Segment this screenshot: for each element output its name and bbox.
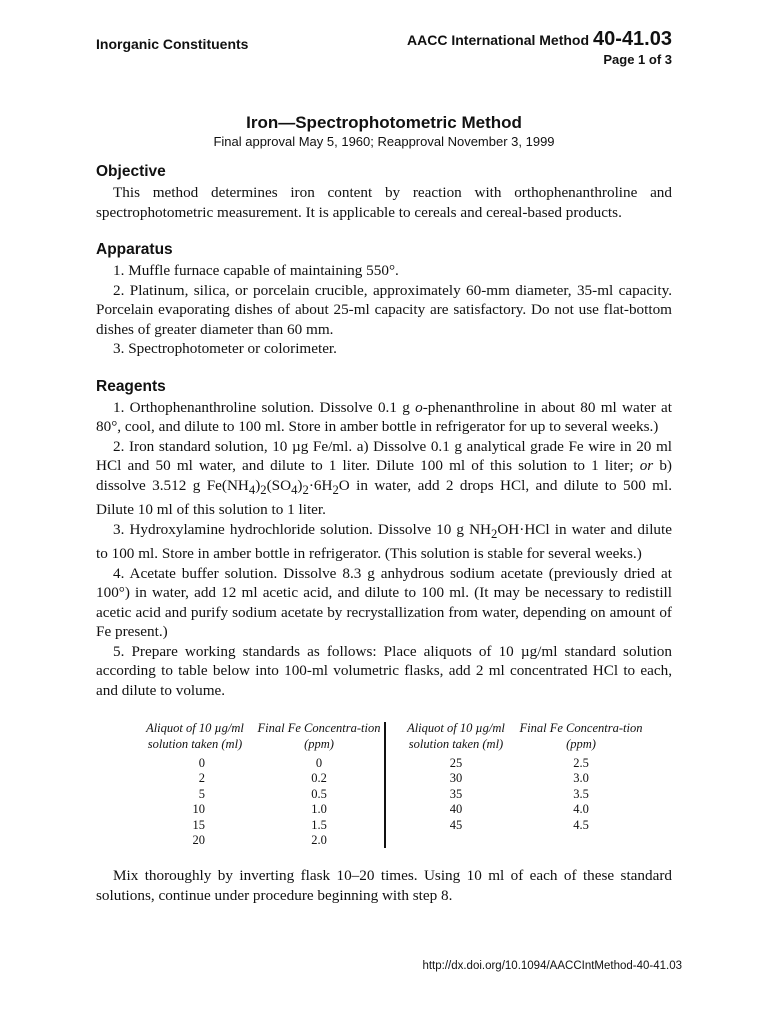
table-values xyxy=(394,756,518,833)
objective-heading: Objective xyxy=(96,163,166,180)
method-label: AACC International Method xyxy=(407,32,590,48)
header-right xyxy=(407,28,672,67)
table-cell: 5 xyxy=(198,786,205,801)
method-number: 40-41.03 xyxy=(593,28,672,50)
apparatus-heading: Apparatus xyxy=(96,241,173,258)
table-cell: 0.2 xyxy=(311,771,327,786)
apparatus-item-2: 2. Platinum, silica, or porcelain crucible, approximately 60-mm diameter, 35-ml capacity. Porcelain evaporating dishes of about 25-ml capacity are satisfactory. Do not use flat-bottom dishes of greater diameter than 60 mm. xyxy=(96,281,672,338)
reagents-heading: Reagents xyxy=(96,377,166,395)
apparatus-item-1: 1. Muffle furnace capable of maintaining 550°. xyxy=(113,262,399,279)
document-body xyxy=(96,161,672,905)
reagent-item-4: 4. Acetate buffer solution. Dissolve 8.3 g anhydrous sodium acetate (previously dried at 100°) in water, add 12 ml acetic acid, and dilute to 100 ml. (It may be necessary to redistill acetic acid and purify sodium acetate by recrystallization from water, depending on amount of Fe present.) xyxy=(96,564,672,641)
table-cell: 15 xyxy=(192,817,205,832)
table-cell: 1.0 xyxy=(311,802,327,817)
header-section: Inorganic Constituents xyxy=(96,36,249,52)
reagent-item-3: 3. Hydroxylamine hydrochloride solution. Dissolve 10 g $NH_2OH\cdot HCl$ in water and dilute to 100 ml. Store in amber bottle in refrigerator. (This solution is stable for several weeks.) xyxy=(96,520,672,563)
table-col-aliquot-left xyxy=(133,720,257,848)
table-cell: 0 xyxy=(315,756,323,771)
table-cell: 3.5 xyxy=(573,786,589,801)
reagent-item-1: 1. Orthophenanthroline solution. Dissolve 0.1 g o-phenanthroline in about 80 ml water at 80°, cool, and dilute to 100 ml. Store in amber bottle in refrigerator for up to several weeks.) xyxy=(96,398,672,435)
table-col-conc-right xyxy=(518,720,644,848)
table-cell: 2 xyxy=(198,771,205,786)
table-cell: 2.5 xyxy=(573,756,589,771)
table-col-conc-left xyxy=(257,720,381,848)
table-cell: 40 xyxy=(449,802,463,817)
objective-text: This method determines iron content by reaction with orthophenanthroline and spectrophotometric measurement. It is applicable to cereals and cereal-based products. xyxy=(96,184,672,221)
table-values xyxy=(257,756,381,848)
table-cell: 25 xyxy=(449,756,463,771)
table-cell: 1.5 xyxy=(311,817,327,832)
table-values xyxy=(133,756,257,848)
working-standards-table xyxy=(133,720,672,848)
table-cell: 35 xyxy=(449,786,463,801)
table-cell: 20 xyxy=(192,833,205,848)
table-cell: 3.0 xyxy=(573,771,589,786)
reagent-item-2: 2. Iron standard solution, 10 µg Fe/ml. a) Dissolve 0.1 g analytical grade Fe wire in 20 ml HCl and 50 ml water, and dilute to 1 liter. Dilute 100 ml of this solution to 1 liter; or b) dissolve 3.512 g $Fe(NH_4)_2(SO_4)_2\cdot 6H_2O$ in water, add 2 drops HCl, and dilute to 500 ml. Dilute 10 ml of this solution to 1 liter. xyxy=(96,437,672,519)
page-subtitle: Final approval May 5, 1960; Reapproval November 3, 1999 xyxy=(213,134,555,149)
table-cell: 4.0 xyxy=(573,802,589,817)
reagent-item-5: 5. Prepare working standards as follows: Place aliquots of 10 µg/ml standard solution according to table below into 100-ml volumetric flasks, add 2 ml concentrated HCl to each, and dilute to volume. xyxy=(96,642,672,699)
page-indicator: Page 1 of 3 xyxy=(603,52,672,67)
table-cell: 0.5 xyxy=(311,786,327,801)
page-title: Iron—Spectrophotometric Method xyxy=(246,113,522,132)
doi-link[interactable]: http://dx.doi.org/10.1094/AACCIntMethod-40-41.03 xyxy=(422,960,682,972)
table-header: Final Fe Concentra-tion (ppm) xyxy=(519,721,643,752)
table-values xyxy=(518,756,644,833)
table-header: Aliquot of 10 µg/ml solution taken (ml) xyxy=(146,721,244,752)
apparatus-item-3: 3. Spectrophotometer or colorimeter. xyxy=(113,340,337,357)
table-cell: 4.5 xyxy=(573,817,589,832)
table-header: Final Fe Concentra-tion (ppm) xyxy=(257,721,381,752)
table-divider xyxy=(384,722,386,848)
closing-paragraph: Mix thoroughly by inverting flask 10–20 times. Using 10 ml of each of these standard solutions, continue under procedure beginning with step 8. xyxy=(96,867,672,904)
header-method-line xyxy=(407,28,672,51)
table-cell: 30 xyxy=(449,771,463,786)
table-cell: 0 xyxy=(198,756,205,771)
table-cell: 10 xyxy=(192,802,205,817)
table-header: Aliquot of 10 µg/ml solution taken (ml) xyxy=(407,721,505,752)
table-cell: 2.0 xyxy=(311,833,327,848)
table-cell: 45 xyxy=(449,817,463,832)
table-col-aliquot-right xyxy=(394,720,518,848)
